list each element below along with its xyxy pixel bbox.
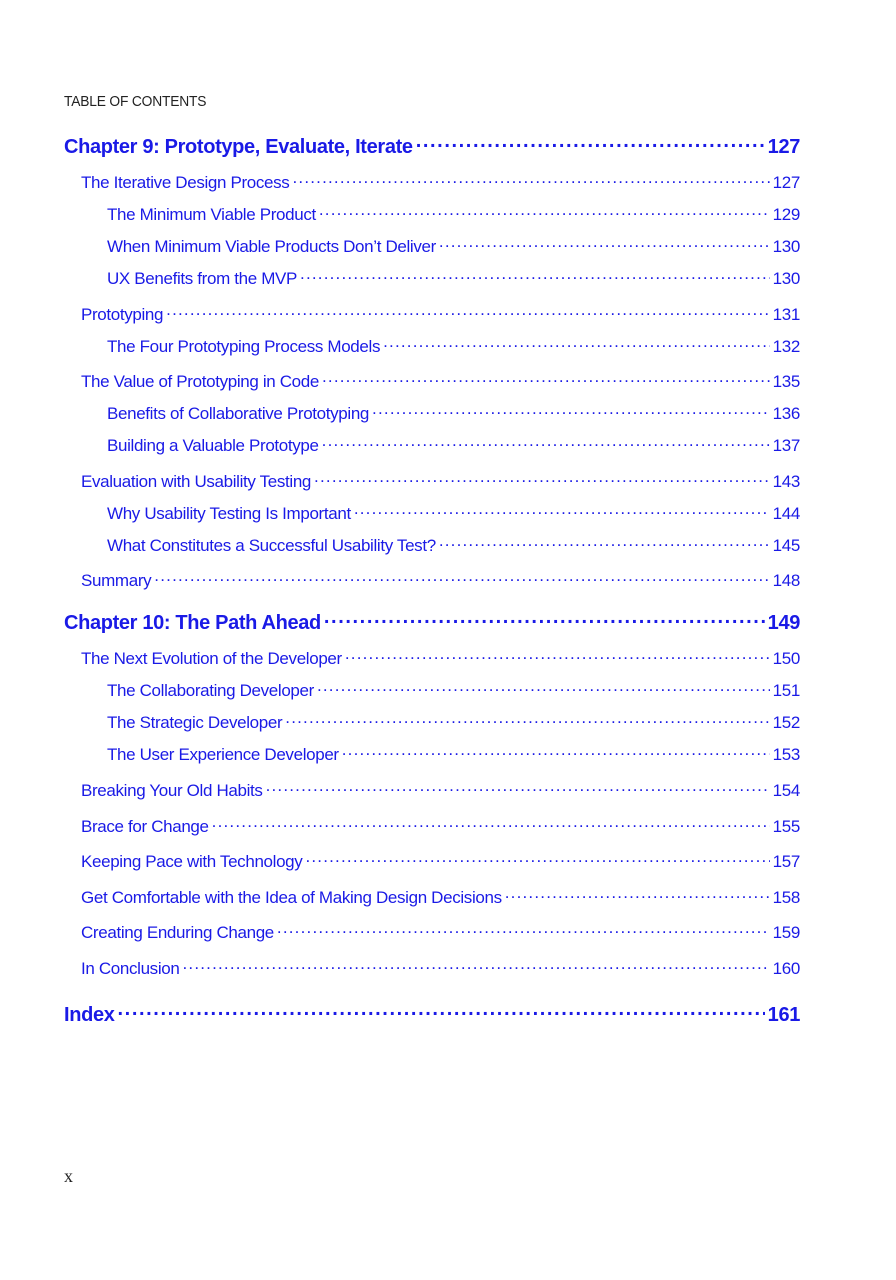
- dot-leader: [277, 921, 770, 938]
- toc-entry-title: UX Benefits from the MVP: [107, 269, 298, 288]
- dot-leader: [372, 402, 770, 419]
- dot-leader: [383, 335, 770, 352]
- toc-entry-title: When Minimum Viable Products Don’t Deliver: [107, 237, 436, 256]
- toc-entry-title: Summary: [81, 571, 152, 590]
- toc-entry-title: What Constitutes a Successful Usability Test?: [107, 536, 436, 555]
- toc-entry-page: 150: [772, 649, 800, 668]
- toc-entry[interactable]: [107, 267, 800, 289]
- toc-entry-page: 127: [767, 136, 800, 158]
- toc-entry-page: 152: [772, 713, 800, 732]
- dot-leader: [319, 203, 770, 220]
- toc-entry-page: 132: [772, 337, 800, 356]
- dot-leader: [505, 886, 770, 903]
- dot-leader: [212, 815, 770, 832]
- toc-entry-title: Brace for Change: [81, 817, 209, 836]
- toc-entry-page: 143: [772, 472, 800, 491]
- toc-entry-page: 157: [772, 852, 800, 871]
- toc-entry-title: Index: [64, 1004, 115, 1026]
- toc-entry-page: 145: [772, 536, 800, 555]
- toc-entry-title: Chapter 9: Prototype, Evaluate, Iterate: [64, 136, 413, 158]
- toc-entry[interactable]: [81, 815, 800, 837]
- toc-entry[interactable]: [81, 370, 800, 392]
- toc-entry-page: 136: [772, 404, 800, 423]
- toc-entry-page: 154: [772, 781, 800, 800]
- toc-entry-page: 137: [772, 436, 800, 455]
- toc-entry[interactable]: [81, 779, 800, 801]
- dot-leader: [285, 711, 769, 728]
- toc-entry-title: Why Usability Testing Is Important: [107, 504, 351, 523]
- toc-entry-title: Breaking Your Old Habits: [81, 781, 263, 800]
- toc-entry-title: Benefits of Collaborative Prototyping: [107, 404, 370, 423]
- toc-entry-title: Building a Valuable Prototype: [107, 436, 319, 455]
- toc-entry-page: 130: [772, 237, 800, 256]
- toc-entry[interactable]: [81, 850, 800, 872]
- toc-entry[interactable]: [81, 957, 800, 979]
- toc-entry-title: The Iterative Design Process: [81, 173, 290, 192]
- dot-leader: [266, 779, 770, 796]
- dot-leader: [118, 1001, 765, 1021]
- toc-entry-page: 155: [772, 817, 800, 836]
- dot-leader: [416, 133, 765, 153]
- toc-entry[interactable]: [107, 711, 800, 733]
- toc-entry-page: 158: [772, 888, 800, 907]
- dot-leader: [182, 957, 769, 974]
- page-folio: x: [64, 1166, 73, 1186]
- dot-leader: [345, 647, 770, 664]
- toc-entry-title: The Next Evolution of the Developer: [81, 649, 342, 668]
- toc-entry[interactable]: [107, 679, 800, 701]
- toc-entry-title: Creating Enduring Change: [81, 923, 274, 942]
- dot-leader: [322, 434, 770, 451]
- toc-entry[interactable]: [107, 402, 800, 424]
- dot-leader: [154, 569, 769, 586]
- toc-entry[interactable]: [107, 534, 800, 556]
- toc-entry-page: 127: [772, 173, 800, 192]
- toc-entry-page: 161: [767, 1004, 800, 1026]
- dot-leader: [439, 235, 770, 252]
- toc-entry[interactable]: [81, 470, 800, 492]
- toc-entry-title: The Value of Prototyping in Code: [81, 372, 319, 391]
- toc-entry[interactable]: [107, 502, 800, 524]
- toc-entry-chapter-10[interactable]: [64, 609, 800, 635]
- toc-entry-title: The Four Prototyping Process Models: [107, 337, 381, 356]
- dot-leader: [354, 502, 770, 519]
- dot-leader: [300, 267, 770, 284]
- toc-entry-title: Get Comfortable with the Idea of Making Design Decisions: [81, 888, 502, 907]
- toc-entry-page: 153: [772, 745, 800, 764]
- dot-leader: [305, 850, 769, 867]
- toc-entry-index[interactable]: [64, 1001, 800, 1027]
- toc-entry[interactable]: [81, 647, 800, 669]
- dot-leader: [317, 679, 770, 696]
- toc-entry[interactable]: [81, 886, 800, 908]
- toc-entry[interactable]: [81, 921, 800, 943]
- toc-entry[interactable]: [81, 569, 800, 591]
- toc-entry-page: 135: [772, 372, 800, 391]
- toc-entry[interactable]: [107, 235, 800, 257]
- dot-leader: [439, 534, 770, 551]
- toc-entry-title: Keeping Pace with Technology: [81, 852, 303, 871]
- toc-entry[interactable]: [107, 743, 800, 765]
- toc-entry-title: Chapter 10: The Path Ahead: [64, 612, 321, 634]
- toc-entry[interactable]: [107, 203, 800, 225]
- toc-entry-chapter-9[interactable]: [64, 133, 800, 159]
- toc-entry-page: 149: [767, 612, 800, 634]
- toc-entry-title: The User Experience Developer: [107, 745, 339, 764]
- dot-leader: [342, 743, 770, 760]
- toc-entry-page: 144: [772, 504, 800, 523]
- toc-entry[interactable]: [81, 303, 800, 325]
- toc-entry-title: Evaluation with Usability Testing: [81, 472, 312, 491]
- toc-entry-title: The Strategic Developer: [107, 713, 283, 732]
- toc-entry-title: In Conclusion: [81, 959, 180, 978]
- toc-entry-title: Prototyping: [81, 305, 164, 324]
- toc-entry-page: 129: [772, 205, 800, 224]
- toc-entry[interactable]: [81, 171, 800, 193]
- toc-entry[interactable]: [107, 434, 800, 456]
- dot-leader: [292, 171, 769, 188]
- dot-leader: [314, 470, 770, 487]
- toc-entry[interactable]: [107, 335, 800, 357]
- running-head: TABLE OF CONTENTS: [64, 93, 207, 110]
- dot-leader: [324, 609, 765, 629]
- toc-entry-page: 131: [772, 305, 800, 324]
- toc-entry-page: 130: [772, 269, 800, 288]
- dot-leader: [322, 370, 770, 387]
- toc-entry-page: 159: [772, 923, 800, 942]
- toc-entry-page: 148: [772, 571, 800, 590]
- toc-entry-title: The Collaborating Developer: [107, 681, 314, 700]
- toc-entry-page: 151: [772, 681, 800, 700]
- dot-leader: [166, 303, 770, 320]
- toc-entry-page: 160: [772, 959, 800, 978]
- toc-entry-title: The Minimum Viable Product: [107, 205, 316, 224]
